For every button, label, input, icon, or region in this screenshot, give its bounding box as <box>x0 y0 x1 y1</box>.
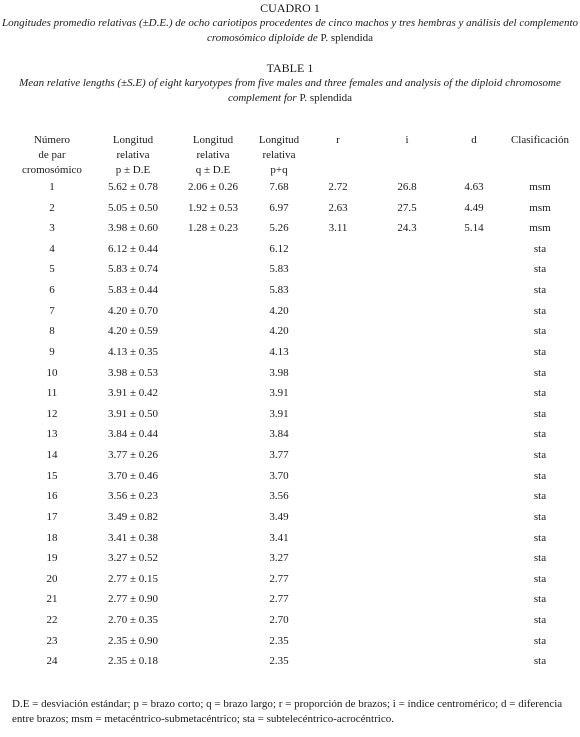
cell-classification: sta <box>533 449 547 462</box>
cell-pair-number: 9 <box>49 345 55 358</box>
cell-length-pq: 7.68 <box>269 181 289 193</box>
cell-pair-number: 11 <box>46 387 58 400</box>
cell-length-p: 3.49 ± 0.82 <box>107 510 159 523</box>
cell-classification: sta <box>533 531 547 544</box>
cell-length-p: 3.91 ± 0.42 <box>107 387 159 400</box>
cell-pair-number: 14 <box>46 449 58 462</box>
cell-classification: sta <box>533 552 547 565</box>
cell-length-p: 2.77 ± 0.15 <box>107 572 159 585</box>
cell-classification: sta <box>533 242 547 255</box>
cell-length-p: 3.56 ± 0.23 <box>107 490 159 503</box>
cell-pair-number: 8 <box>49 325 55 338</box>
cell-classification: sta <box>533 345 547 358</box>
column-header-line: p+q <box>270 164 288 176</box>
column-header-line: d <box>471 134 477 146</box>
cell-classification: sta <box>533 655 547 668</box>
cell-length-pq: 5.26 <box>269 222 289 235</box>
cell-length-pq: 6.97 <box>269 201 289 214</box>
cell-classification: sta <box>533 634 547 647</box>
cell-pair-number: 17 <box>46 510 58 523</box>
cell-classification: sta <box>533 593 547 606</box>
cell-length-pq: 3.77 <box>269 449 289 462</box>
column-header-line: de par <box>38 149 66 161</box>
cell-length-pq: 3.91 <box>269 407 289 420</box>
cell-length-p: 3.98 ± 0.53 <box>107 366 159 379</box>
cell-classification: sta <box>533 304 547 317</box>
cell-length-pq: 3.98 <box>269 366 289 379</box>
cuadro-caption <box>0 16 580 46</box>
cell-pair-number: 15 <box>46 469 58 482</box>
cell-classification: msm <box>529 222 551 235</box>
cell-classification: sta <box>533 263 547 276</box>
cell-length-pq: 4.13 <box>269 345 289 358</box>
cell-length-p: 5.83 ± 0.74 <box>107 263 159 276</box>
cell-i-value: 26.8 <box>397 181 417 193</box>
cell-length-p: 3.77 ± 0.26 <box>107 449 159 462</box>
cell-length-pq: 5.83 <box>269 284 289 297</box>
cell-length-pq: 2.35 <box>269 634 289 647</box>
cell-length-pq: 3.56 <box>269 490 289 503</box>
cell-classification: sta <box>533 284 547 297</box>
cell-length-p: 2.77 ± 0.90 <box>107 593 159 606</box>
column-header-line: relativa <box>196 149 230 161</box>
table-label: TABLE 1 <box>266 61 314 75</box>
cell-length-q: 1.92 ± 0.53 <box>187 201 239 214</box>
cell-r-value: 2.63 <box>328 201 348 214</box>
cell-length-p: 5.05 ± 0.50 <box>107 201 159 214</box>
cell-pair-number: 7 <box>49 304 55 317</box>
cell-length-p: 3.41 ± 0.38 <box>107 531 159 544</box>
cell-length-pq: 5.83 <box>269 263 289 276</box>
cell-pair-number: 23 <box>46 634 58 647</box>
column-header-classification <box>495 133 580 148</box>
cell-length-p: 5.62 ± 0.78 <box>107 181 159 193</box>
cuadro-caption-species: P. splendida <box>320 32 374 44</box>
cell-classification: sta <box>533 490 547 503</box>
cell-pair-number: 12 <box>46 407 58 420</box>
cell-d-value: 5.14 <box>464 222 484 235</box>
cell-pair-number: 21 <box>46 593 58 606</box>
cell-pair-number: 10 <box>46 366 58 379</box>
cell-classification: sta <box>533 469 547 482</box>
cell-length-pq: 2.35 <box>269 655 289 668</box>
table-caption-text: Mean relative lengths (±S.E) of eight karyotypes from five males and three females and analysis of the diploid chromosome complement for <box>19 77 561 104</box>
cell-pair-number: 2 <box>49 201 55 214</box>
column-header-line: Número <box>33 134 71 146</box>
column-header-line: Longitud <box>112 134 154 146</box>
cell-pair-number: 5 <box>49 263 55 276</box>
cell-length-pq: 6.12 <box>269 242 289 255</box>
cell-length-p: 3.91 ± 0.50 <box>107 407 159 420</box>
cell-length-pq: 3.49 <box>269 510 289 523</box>
cell-length-p: 3.27 ± 0.52 <box>107 552 159 565</box>
column-header-line: Clasificación <box>510 134 570 146</box>
cell-i-value: 24.3 <box>397 222 417 235</box>
cuadro-header <box>0 1 580 46</box>
cell-length-pq: 3.41 <box>269 531 289 544</box>
cell-classification: msm <box>529 181 551 193</box>
cell-length-p: 4.13 ± 0.35 <box>107 345 159 358</box>
cell-pair-number: 19 <box>46 552 58 565</box>
cuadro-caption-text: Longitudes promedio relativas (±D.E.) de ocho cariotipos procedentes de cinco machos y tres hembras y análisis del complemento cromosómico diploide de <box>2 17 578 44</box>
cell-length-q: 1.28 ± 0.23 <box>187 222 239 235</box>
column-header-line: i <box>405 134 409 146</box>
footnote: D.E = desviación estándar; p = brazo corto; q = brazo largo; r = proporción de brazos; i = índice centromérico; d = diferencia entre brazos; msm = metacéntrico-submetacéntrico; sta = subtelecéntrico-acrocéntrico. <box>12 698 563 725</box>
cell-pair-number: 22 <box>46 614 58 627</box>
cell-classification: sta <box>533 325 547 338</box>
cell-classification: msm <box>529 201 551 214</box>
cell-length-p: 4.20 ± 0.59 <box>107 325 159 338</box>
cell-length-pq: 4.20 <box>269 325 289 338</box>
cell-length-p: 4.20 ± 0.70 <box>107 304 159 317</box>
cell-length-pq: 2.70 <box>269 614 289 627</box>
cell-length-pq: 3.91 <box>269 387 289 400</box>
cell-classification: sta <box>533 572 547 585</box>
cell-length-p: 3.98 ± 0.60 <box>107 222 159 235</box>
column-header-line: Longitud <box>192 134 234 146</box>
cell-i-value: 27.5 <box>397 201 417 214</box>
cell-length-p: 2.35 ± 0.90 <box>107 634 159 647</box>
cell-length-pq: 3.27 <box>269 552 289 565</box>
cell-length-pq: 4.20 <box>269 304 289 317</box>
cell-length-pq: 2.77 <box>269 593 289 606</box>
cell-length-pq: 3.84 <box>269 428 289 441</box>
cell-length-p: 6.12 ± 0.44 <box>107 242 159 255</box>
cell-classification: sta <box>533 428 547 441</box>
cell-d-value: 4.63 <box>464 181 484 193</box>
column-header-line: p ± D.E <box>115 164 151 176</box>
column-header-pair-number <box>7 133 97 178</box>
cell-length-p: 3.84 ± 0.44 <box>107 428 159 441</box>
cell-pair-number: 1 <box>49 181 55 193</box>
cell-pair-number: 20 <box>46 572 58 585</box>
column-header-length-p <box>88 133 178 178</box>
cell-length-pq: 2.77 <box>269 572 289 585</box>
cell-pair-number: 24 <box>46 655 58 668</box>
cell-r-value: 3.11 <box>328 222 348 235</box>
cell-classification: sta <box>533 614 547 627</box>
table-caption <box>0 76 580 106</box>
cell-length-q: 2.06 ± 0.26 <box>187 181 239 193</box>
column-header-line: relativa <box>116 149 150 161</box>
cell-pair-number: 18 <box>46 531 58 544</box>
cell-classification: sta <box>533 366 547 379</box>
cell-length-p: 2.35 ± 0.18 <box>107 655 159 668</box>
cell-length-p: 5.83 ± 0.44 <box>107 284 159 297</box>
cell-classification: sta <box>533 510 547 523</box>
table-caption-species: P. splendida <box>299 92 353 104</box>
cell-d-value: 4.49 <box>464 201 484 214</box>
cell-classification: sta <box>533 407 547 420</box>
column-header-line: Longitud <box>258 134 300 146</box>
cell-classification: sta <box>533 387 547 400</box>
column-header-line: relativa <box>262 149 296 161</box>
cuadro-label: CUADRO 1 <box>260 1 320 15</box>
cell-pair-number: 3 <box>49 222 55 235</box>
cell-length-p: 2.70 ± 0.35 <box>107 614 159 627</box>
column-header-line: r <box>336 134 340 146</box>
cell-length-pq: 3.70 <box>269 469 289 482</box>
column-header-line: cromosómico <box>22 164 82 176</box>
table-header <box>0 61 580 106</box>
cell-r-value: 2.72 <box>328 181 348 193</box>
column-header-line: q ± D.E <box>195 164 231 176</box>
cell-pair-number: 16 <box>46 490 58 503</box>
cell-pair-number: 13 <box>46 428 58 441</box>
cell-length-p: 3.70 ± 0.46 <box>107 469 159 482</box>
cell-pair-number: 6 <box>49 284 55 297</box>
cell-pair-number: 4 <box>49 242 55 255</box>
